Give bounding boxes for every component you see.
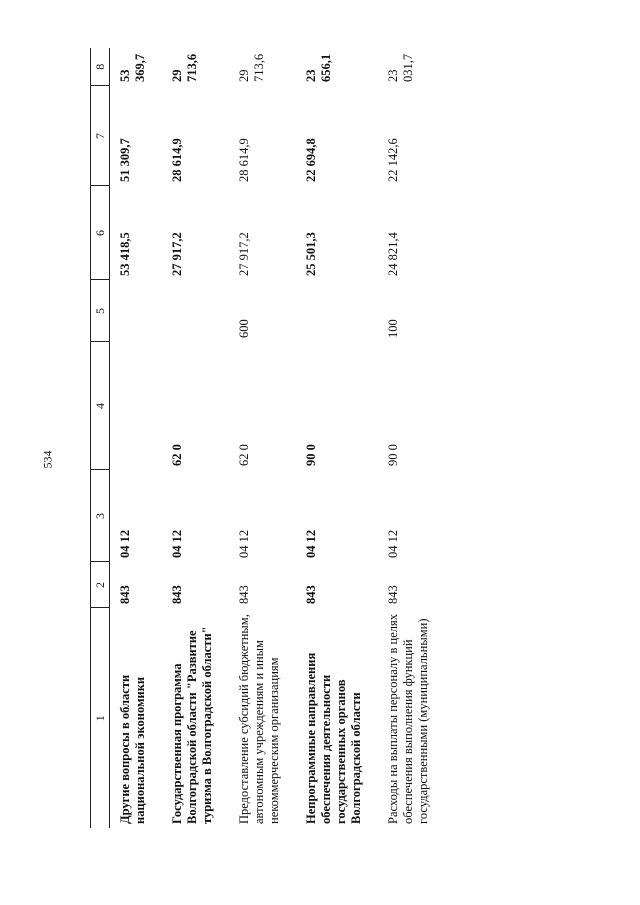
cell-target-article: 90 0: [386, 444, 400, 466]
cell-section-code: 04 12: [304, 529, 318, 558]
cell-expense-type: [162, 280, 229, 342]
cell-amount-6: 53 418,5: [118, 232, 132, 276]
cell-target-article: 62 0: [237, 444, 251, 466]
cell-amount-7: 28 614,9: [170, 138, 184, 182]
column-number-row: [91, 48, 110, 828]
table-row: [229, 48, 296, 828]
row-name: Другие вопросы в области национальной экономики: [118, 674, 147, 824]
cell-amount-6: 25 501,3: [304, 232, 318, 276]
column-header: 4: [91, 342, 110, 470]
column-header: 8: [91, 48, 110, 86]
cell-ministry-code: 843: [304, 585, 318, 604]
cell-amount-6: 24 821,4: [386, 232, 400, 276]
cell-section-code: 04 12: [386, 529, 400, 558]
cell-amount-8: 29 713,6: [170, 53, 199, 82]
cell-expense-type: [296, 280, 378, 342]
row-name: Расходы на выплаты персоналу в целях обеспечения выполнения функций государственными (муниципальными): [386, 614, 430, 824]
cell-section-code: 04 12: [118, 529, 132, 558]
cell-expense-type: 100: [386, 319, 400, 338]
column-header: 3: [91, 470, 110, 562]
cell-amount-7: 22 694,8: [304, 138, 318, 182]
cell-section-code: 04 12: [170, 529, 184, 558]
cell-amount-7: 22 142,6: [386, 138, 400, 182]
table-row: [162, 48, 229, 828]
column-header: 7: [91, 86, 110, 186]
column-header: 6: [91, 186, 110, 280]
cell-amount-8: 23 031,7: [386, 53, 415, 82]
cell-target-article: [110, 342, 163, 470]
cell-target-article: 90 0: [304, 444, 318, 466]
row-name: Непрограммные направления обеспечения деятельности государственных органов Волгоградской области: [304, 652, 363, 824]
budget-table: [90, 48, 445, 828]
column-header: 2: [91, 562, 110, 608]
column-header: 1: [92, 715, 107, 722]
page-number: 534: [40, 450, 55, 469]
cell-amount-8: 29 713,6: [237, 53, 266, 82]
row-name: Государственная программа Волгоградской области "Развитие туризма в Волгоградской области": [170, 626, 214, 824]
budget-table-rotated: [90, 48, 640, 828]
cell-amount-6: 27 917,2: [170, 232, 184, 276]
cell-expense-type: [110, 280, 163, 342]
cell-amount-7: 51 309,7: [118, 138, 132, 182]
cell-ministry-code: 843: [170, 585, 184, 604]
table-row: [296, 48, 378, 828]
column-header: 5: [91, 280, 110, 342]
cell-ministry-code: 843: [237, 585, 251, 604]
cell-amount-6: 27 917,2: [237, 232, 251, 276]
cell-amount-8: 53 369,7: [118, 53, 147, 82]
cell-expense-type: 600: [237, 319, 251, 338]
table-row: [110, 48, 163, 828]
cell-amount-7: 28 614,9: [237, 138, 251, 182]
cell-ministry-code: 843: [386, 585, 400, 604]
row-name: Предоставление субсидий бюджетным, автономным учреждениям и иным некоммерческим организациям: [237, 614, 281, 824]
table-row: [378, 48, 445, 828]
cell-target-article: 62 0: [170, 444, 184, 466]
cell-amount-8: 23 656,1: [304, 53, 333, 82]
cell-section-code: 04 12: [237, 529, 251, 558]
cell-ministry-code: 843: [118, 585, 132, 604]
